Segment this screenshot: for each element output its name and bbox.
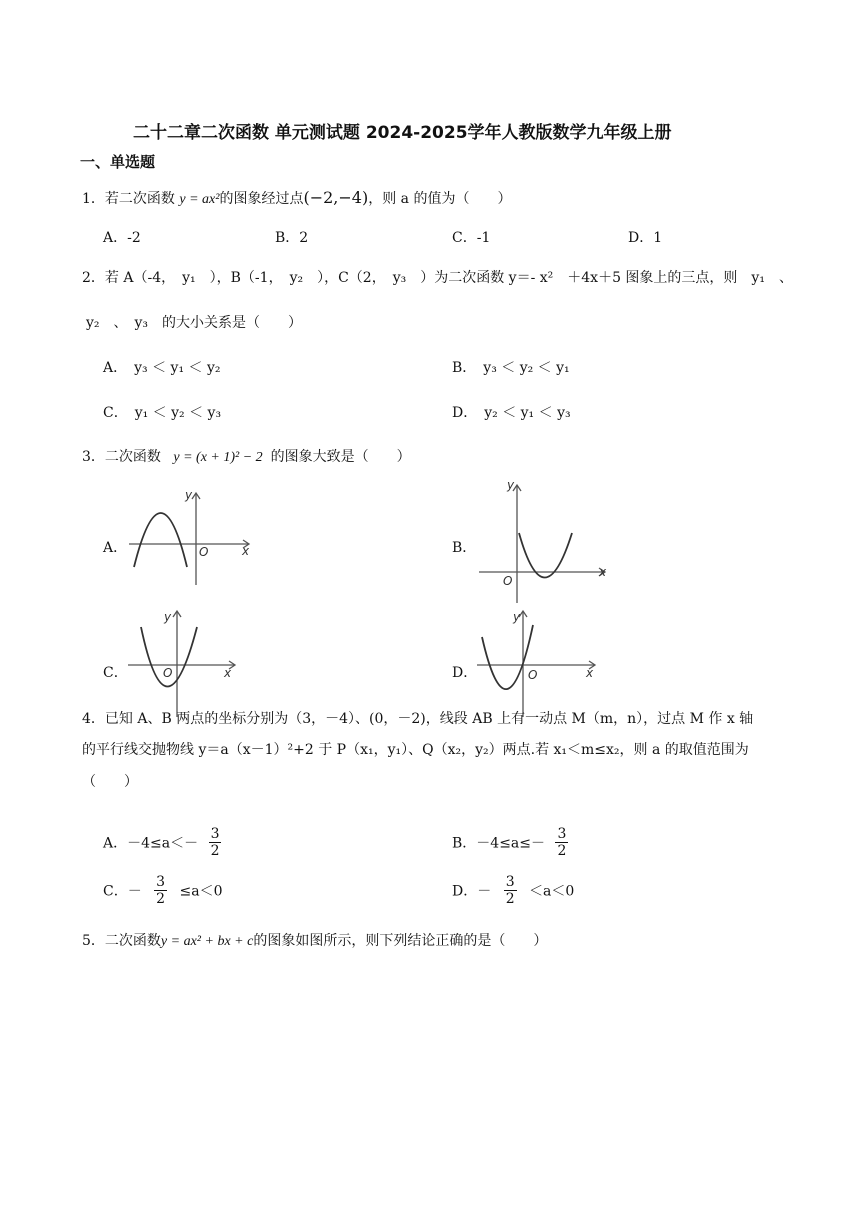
question-text: 二次函数	[104, 933, 161, 949]
question-number: 5．	[82, 933, 105, 949]
option-text: A．－4≤a＜－	[103, 835, 199, 852]
option-c[interactable]	[103, 874, 223, 907]
section-heading: 一、单选题	[80, 153, 156, 171]
fraction-numerator: 3	[557, 826, 567, 842]
fraction	[555, 826, 568, 859]
axis-x-label: x	[586, 666, 594, 680]
question-number: 3．	[82, 449, 105, 465]
point: (−2,−4)	[303, 188, 369, 207]
option-a[interactable]	[103, 826, 221, 859]
graph-a	[125, 485, 255, 585]
axis-y-label: y	[185, 488, 193, 502]
question-3	[82, 446, 411, 466]
option-text: ＜a＜0	[529, 883, 575, 900]
fraction-denominator: 2	[557, 843, 567, 859]
formula: y = (x + 1)² − 2	[173, 450, 263, 465]
fraction	[154, 874, 167, 907]
fraction-denominator: 2	[505, 891, 515, 907]
option-b[interactable]: B． y₃ ＜ y₂ ＜ y₁	[452, 360, 570, 376]
option-text: B．－4≤a≤－	[452, 835, 546, 852]
question-text: 若 A（-4， y₁ ），B（-1， y₂ ），C（2， y₃ ）为二次函数 y＝- x² ＋4x＋5 图象上的三点，则 y₁ 、	[104, 270, 793, 286]
axis-x-label: x	[224, 666, 232, 680]
origin-label: O	[528, 668, 538, 682]
graph-b	[475, 475, 610, 605]
fraction-numerator: 3	[156, 874, 166, 890]
fraction-denominator: 2	[210, 843, 220, 859]
question-text: ，则 a 的值为（ ）	[368, 191, 512, 207]
option-b[interactable]: B．2	[275, 230, 309, 246]
axis-x-label: x	[242, 544, 250, 558]
option-d[interactable]: D． y₂ ＜ y₁ ＜ y₃	[452, 405, 571, 421]
option-c[interactable]: C．	[103, 665, 128, 681]
question-text: 若二次函数	[104, 191, 175, 207]
axis-y-label: y	[164, 610, 172, 624]
question-text: 二次函数	[104, 449, 161, 465]
option-b[interactable]	[452, 826, 568, 859]
option-text: C．－	[103, 883, 142, 900]
question-text: 的图象经过点	[219, 191, 304, 207]
question-4	[82, 708, 753, 728]
question-text: 已知 A、B 两点的坐标分别为（3，－4）、(0，－2)，线段 AB 上有一动点 M（m，n），过点 M 作 x 轴	[104, 711, 754, 727]
option-a[interactable]: A．	[103, 540, 128, 556]
option-c[interactable]: C． y₁ ＜ y₂ ＜ y₃	[103, 405, 222, 421]
option-a[interactable]: A．-2	[103, 230, 141, 246]
origin-label: O	[163, 666, 173, 680]
graph-d	[473, 605, 598, 720]
question-text: 的平行线交抛物线 y＝a（x－1）²+2 于 P（x₁，y₁）、Q（x₂，y₂）两点.若 x₁＜m≤x₂，则 a 的取值范围为	[82, 742, 749, 758]
fraction-denominator: 2	[156, 891, 166, 907]
option-a[interactable]: A． y₃ ＜ y₁ ＜ y₂	[103, 360, 221, 376]
question-text: y₂ 、 y₃ 的大小关系是（ ）	[86, 315, 303, 331]
question-text: 的图象大致是（ ）	[270, 449, 411, 465]
option-d[interactable]: D．1	[628, 230, 663, 246]
axis-y-label: y	[513, 610, 521, 624]
formula: y = ax² + bx + c	[160, 934, 254, 949]
option-text: D．－	[452, 883, 492, 900]
question-number: 2．	[82, 270, 105, 286]
option-c[interactable]: C．-1	[452, 230, 491, 246]
graph-c	[120, 605, 240, 720]
fraction	[504, 874, 517, 907]
question-number: 4．	[82, 711, 105, 727]
option-d[interactable]: D．	[452, 665, 478, 681]
answer-bracket: （ ）	[82, 774, 138, 790]
question-2	[82, 267, 793, 287]
axis-y-label: y	[507, 478, 515, 492]
formula: y = ax²	[179, 192, 220, 207]
option-text: ≤a＜0	[179, 883, 223, 900]
origin-label: O	[503, 574, 513, 588]
option-b[interactable]: B．	[452, 540, 477, 556]
fraction-numerator: 3	[505, 874, 515, 890]
origin-label: O	[199, 545, 209, 559]
fraction	[209, 826, 222, 859]
question-5	[82, 930, 547, 950]
question-1	[82, 188, 511, 208]
axis-x-label: x	[599, 565, 607, 579]
page-title: 二十二章二次函数 单元测试题 2024-2025学年人教版数学九年级上册	[133, 123, 672, 143]
question-text: 的图象如图所示，则下列结论正确的是（ ）	[253, 933, 548, 949]
option-d[interactable]	[452, 874, 574, 907]
question-number: 1．	[82, 191, 105, 207]
fraction-numerator: 3	[210, 826, 220, 842]
